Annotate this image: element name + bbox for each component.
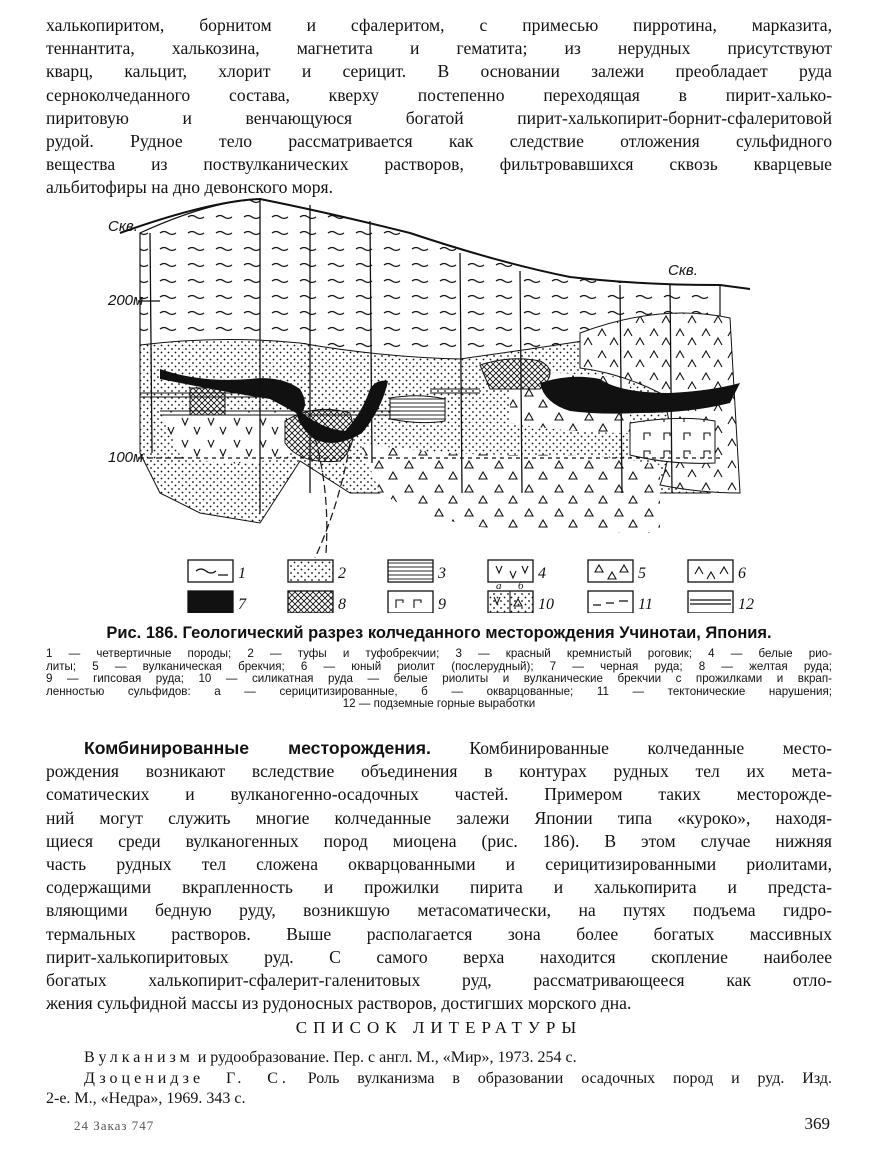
legend-label-11: 11 xyxy=(638,596,653,613)
paragraph-1-line-4: серноколчеданного состава, кверху постепенно переходящая в пирит-халько- xyxy=(46,84,832,105)
figure-legend xyxy=(188,560,754,613)
legend-label-2: 2 xyxy=(338,565,346,582)
section-lead-heading: Комбинированные месторождения. xyxy=(84,738,431,758)
paragraph-2-line-7: содержащими вкрапленность и прожилки пирита и халькопирита и предста- xyxy=(46,877,832,898)
legend-label-8: 8 xyxy=(338,596,346,613)
caption-legend-line-1: 1 — четвертичные породы; 2 — туфы и туфобрекчии; 3 — красный кремнистый роговик; 4 — белые рио- xyxy=(46,647,832,660)
legend-label-6: 6 xyxy=(738,565,746,582)
caption-legend-line-3: 9 — гипсовая руда; 10 — силикатная руда — белые риолиты и вулканические брекчии с прожилками и вкрап- xyxy=(46,672,832,686)
paragraph-2 xyxy=(46,737,832,1015)
printer-signature: 24 Заказ 747 xyxy=(74,1118,155,1133)
legend-label-1: 1 xyxy=(238,565,246,582)
legend-label-7: 7 xyxy=(238,596,246,613)
legend-label-12: 12 xyxy=(738,596,754,613)
paragraph-1-line-1: халькопиритом, борнитом и сфалеритом, с примесью пирротина, марказита, xyxy=(46,15,832,35)
reference-1-author: Вулканизм xyxy=(84,1049,194,1066)
legend-sub-a: а xyxy=(496,580,502,592)
legend-label-3: 3 xyxy=(438,565,446,582)
legend-label-5: 5 xyxy=(638,565,646,582)
reference-item-1 xyxy=(46,1048,832,1068)
legend-sub-b: б xyxy=(518,580,524,592)
cross-section xyxy=(107,199,750,558)
paragraph-1-line-2: теннантита, халькозина, магнетита и гематита; из нерудных присутствуют xyxy=(46,38,832,59)
well-label-left: Скв. xyxy=(108,218,138,235)
paragraph-2-line-2: рождения возникают вследствие объединения в контурах рудных тел их мета- xyxy=(46,761,832,782)
caption-legend-line-4: ленностью сульфидов: а — серицитизированные, б — окварцованные; 11 — тектонические нарушения; xyxy=(46,684,832,698)
reference-2-line-2: 2-е. М., «Недра», 1969. 343 с. xyxy=(46,1090,246,1107)
paragraph-2-line-6: часть рудных тел сложена окварцованными и серицитизированными риолитами, xyxy=(46,854,832,875)
page-number: 369 xyxy=(804,1114,830,1133)
paragraph-1-line-3: кварц, кальцит, хлорит и серицит. В основании залежи преобладает руда xyxy=(46,61,832,82)
references-heading: СПИСОК ЛИТЕРАТУРЫ xyxy=(295,1018,583,1037)
paragraph-1-line-5: пиритовую и венчающуюся богатой пирит-халькопирит-борнит-сфалеритовой xyxy=(46,107,832,128)
well-label-right: Скв. xyxy=(668,262,698,279)
paragraph-2-line-4: ний могут служить многие колчеданные залежи Японии типа «куроко», находя- xyxy=(46,807,832,828)
reference-2-text-1: Роль вулканизма в образовании осадочных пород и руд. Изд. xyxy=(289,1070,833,1087)
paragraph-2-line-5: щиеся среди вулканогенных пород миоцена (рис. 186). В этом случае нижняя xyxy=(46,830,832,851)
paragraph-1-line-8: альбитофиры на дно девонского моря. xyxy=(46,177,334,198)
caption-legend-line-2: литы; 5 — вулканическая брекчия; 6 — юный риолит (послерудный); 7 — черная руда; 8 — желтая руда; xyxy=(46,659,832,673)
paragraph-1-line-7: вещества из поствулканических растворов, фильтровавшихся сквозь кварцевые xyxy=(46,154,832,175)
figure-caption-title: Рис. 186. Геологический разрез колчеданного месторождения Учинотаи, Япония. xyxy=(106,624,772,642)
paragraph-2-line-3: соматических и вулканогенно-осадочных частей. Примером таких месторожде- xyxy=(46,784,832,805)
reference-1-text: и рудообразование. Пер. с англ. М., «Мир», 1973. 254 с. xyxy=(193,1049,577,1066)
paragraph-2-line-12: жения сульфидной массы из рудоносных растворов, достигших морского дна. xyxy=(46,993,632,1014)
reference-2-line-1 xyxy=(46,1069,832,1089)
legend-label-4: 4 xyxy=(538,565,546,582)
geologic-section-figure xyxy=(100,193,840,613)
reference-2-author: Дзоценидзе Г. С. xyxy=(84,1070,290,1087)
elevation-200-label: 200м xyxy=(108,292,144,309)
paragraph-2-line-10: пирит-халькопиритовых руд. С самого верха находится скопление наиболее xyxy=(46,946,832,967)
paragraph-1 xyxy=(46,14,832,200)
paragraph-2-line-9: термальных растворов. Выше располагается зона более богатых массивных xyxy=(46,923,832,944)
caption-legend-line-5: 12 — подземные горные выработки xyxy=(342,697,536,711)
paragraph-2-line-11: богатых халькопирит-сфалерит-галенитовых руд, рассматривающееся как отло- xyxy=(46,970,832,991)
paragraph-2-line-1: Комбинированные месторождения. Комбинированные колчеданные место- xyxy=(84,738,832,758)
elevation-100-label: 100м xyxy=(108,449,144,466)
legend-label-9: 9 xyxy=(438,596,446,613)
paragraph-2-line-8: вляющими бедную руду, возникшую метасоматически, на путях подъема гидро- xyxy=(46,900,832,921)
figure-caption-legend xyxy=(46,648,832,711)
legend-label-10: 10 xyxy=(538,596,554,613)
paragraph-1-line-6: рудой. Рудное тело рассматривается как следствие отложения сульфидного xyxy=(46,131,832,152)
reference-item-2 xyxy=(46,1069,832,1109)
